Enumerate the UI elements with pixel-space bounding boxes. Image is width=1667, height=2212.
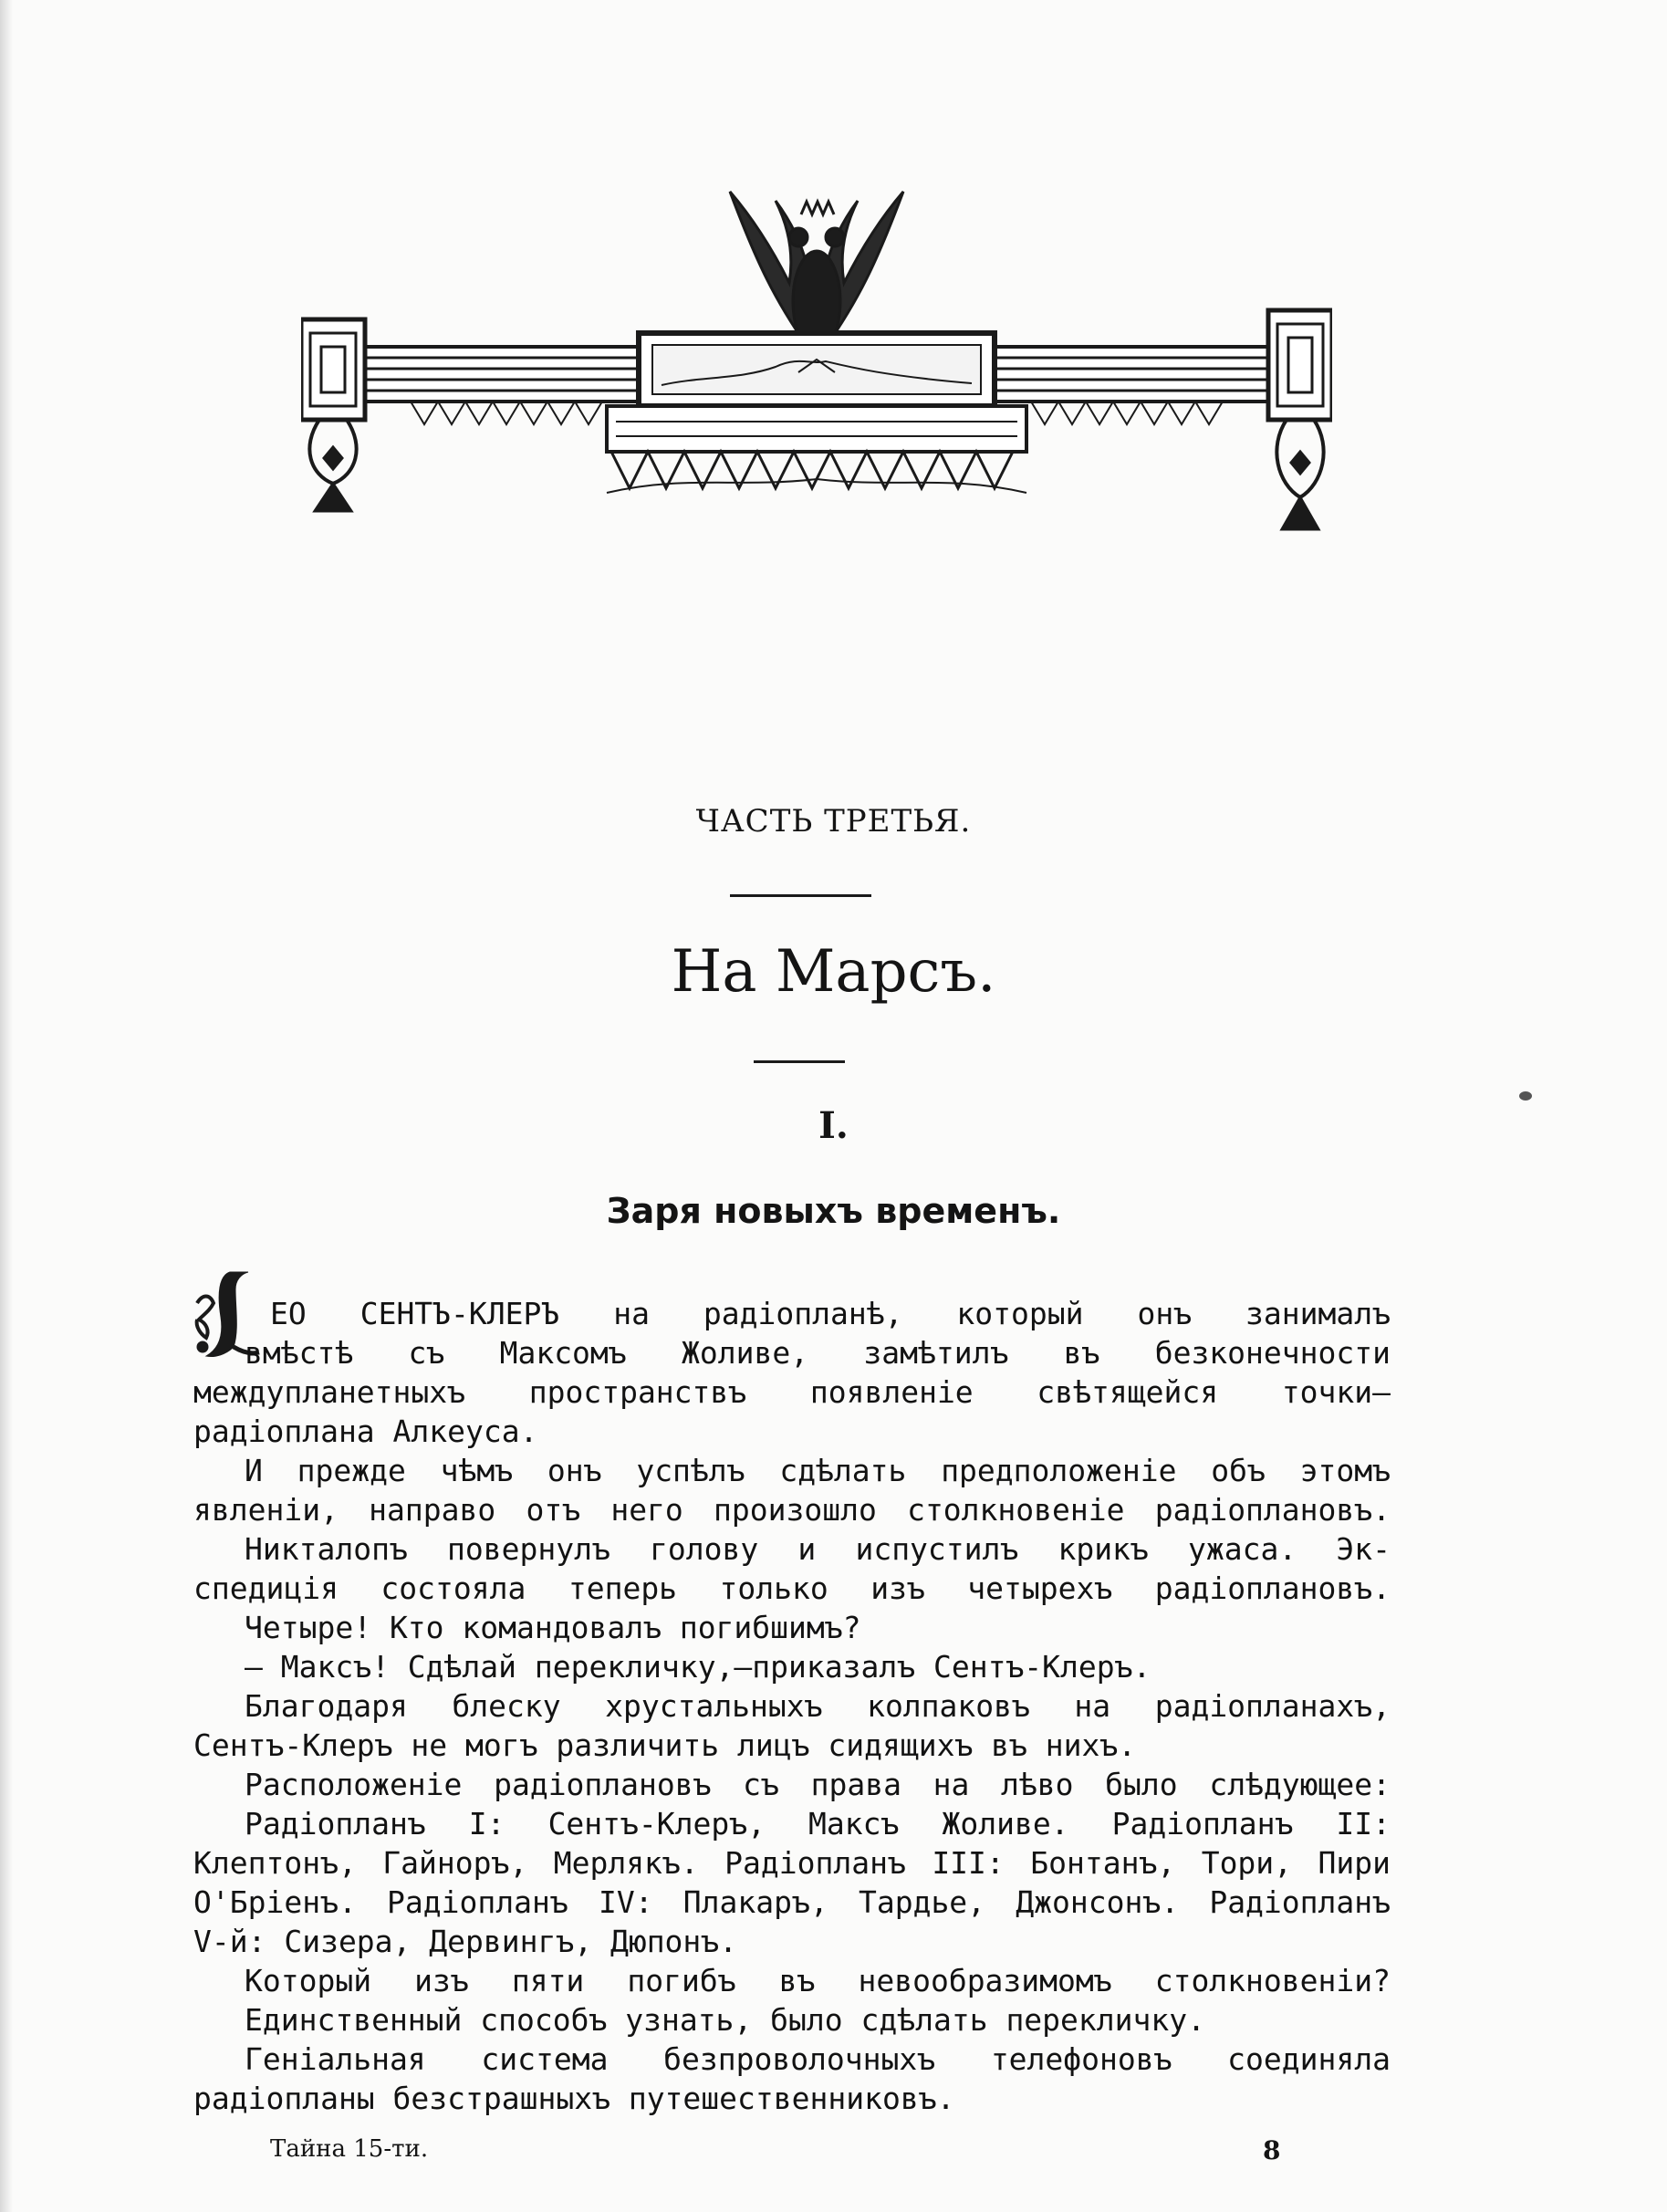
body-line: явленіи, направо отъ него произошло столкновеніе радіоплановъ.	[193, 1492, 1391, 1528]
running-footer: Тайна 15-ти.	[270, 2135, 429, 2163]
body-line: Единственный способъ узнать, было сдѣлать перекличку.	[245, 2002, 1205, 2038]
body-line: вмѣстѣ съ Максомъ Жоливе, замѣтилъ въ безконечности	[245, 1335, 1391, 1371]
body-line: Расположеніе радіоплановъ съ права на лѣво было слѣдующее:	[245, 1767, 1391, 1802]
divider-rule	[730, 894, 871, 897]
ornamental-headpiece	[301, 173, 1332, 557]
body-line: — Максъ! Сдѣлай перекличку,—приказалъ Сентъ-Клеръ.	[245, 1649, 1151, 1685]
body-line: V-й: Сизера, Дервингъ, Дюпонъ.	[193, 1924, 738, 1959]
part-heading: ЧАСТЬ ТРЕТЬЯ.	[695, 803, 972, 840]
chapter-number: I.	[818, 1104, 849, 1147]
divider-rule	[754, 1060, 845, 1063]
body-line: радіоплана Алкеуса.	[193, 1414, 538, 1449]
body-line: радіопланы безстрашныхъ путешественниковъ.	[193, 2081, 955, 2116]
body-line: Клептонъ, Гайноръ, Мерлякъ. Радіопланъ III: Бонтанъ, Тори, Пири	[193, 1845, 1391, 1881]
body-line: Который изъ пяти погибъ въ невообразимомъ столкновеніи?	[245, 1963, 1391, 1998]
book-title: На Марсъ.	[671, 938, 996, 1006]
body-line: Благодаря блеску хрустальныхъ колпаковъ на радіопланахъ,	[245, 1688, 1391, 1724]
page-number: 8	[1263, 2135, 1281, 2165]
body-line: Четыре! Кто командовалъ погибшимъ?	[245, 1610, 861, 1645]
body-line: спедиція состояла теперь только изъ четырехъ радіоплановъ.	[193, 1570, 1391, 1606]
body-line: О'Бріенъ. Радіопланъ IV: Плакаръ, Тардье, Джонсонъ. Радіопланъ	[193, 1884, 1391, 1920]
body-line: Никталопъ повернулъ голову и испустилъ крикъ ужаса. Эк-	[245, 1531, 1391, 1567]
body-line: И прежде чѣмъ онъ успѣлъ сдѣлать предположеніе объ этомъ	[245, 1453, 1391, 1488]
body-line: междупланетныхъ пространствъ появленіе свѣтящейся точки—	[193, 1374, 1391, 1410]
body-line: Радіопланъ I: Сентъ-Клеръ, Максъ Жоливе. Радіопланъ II:	[245, 1806, 1391, 1842]
scan-speck	[1519, 1091, 1532, 1101]
chapter-title: Заря новыхъ временъ.	[606, 1191, 1061, 1231]
body-line: ЕО СЕНТЪ-КЛЕРЪ на радіопланѣ, который онъ занималъ	[270, 1296, 1391, 1331]
body-line: Геніальная система безпроволочныхъ телефоновъ соединяла	[245, 2041, 1391, 2077]
body-line: Сентъ-Клеръ не могъ различить лицъ сидящихъ въ нихъ.	[193, 1727, 1137, 1763]
